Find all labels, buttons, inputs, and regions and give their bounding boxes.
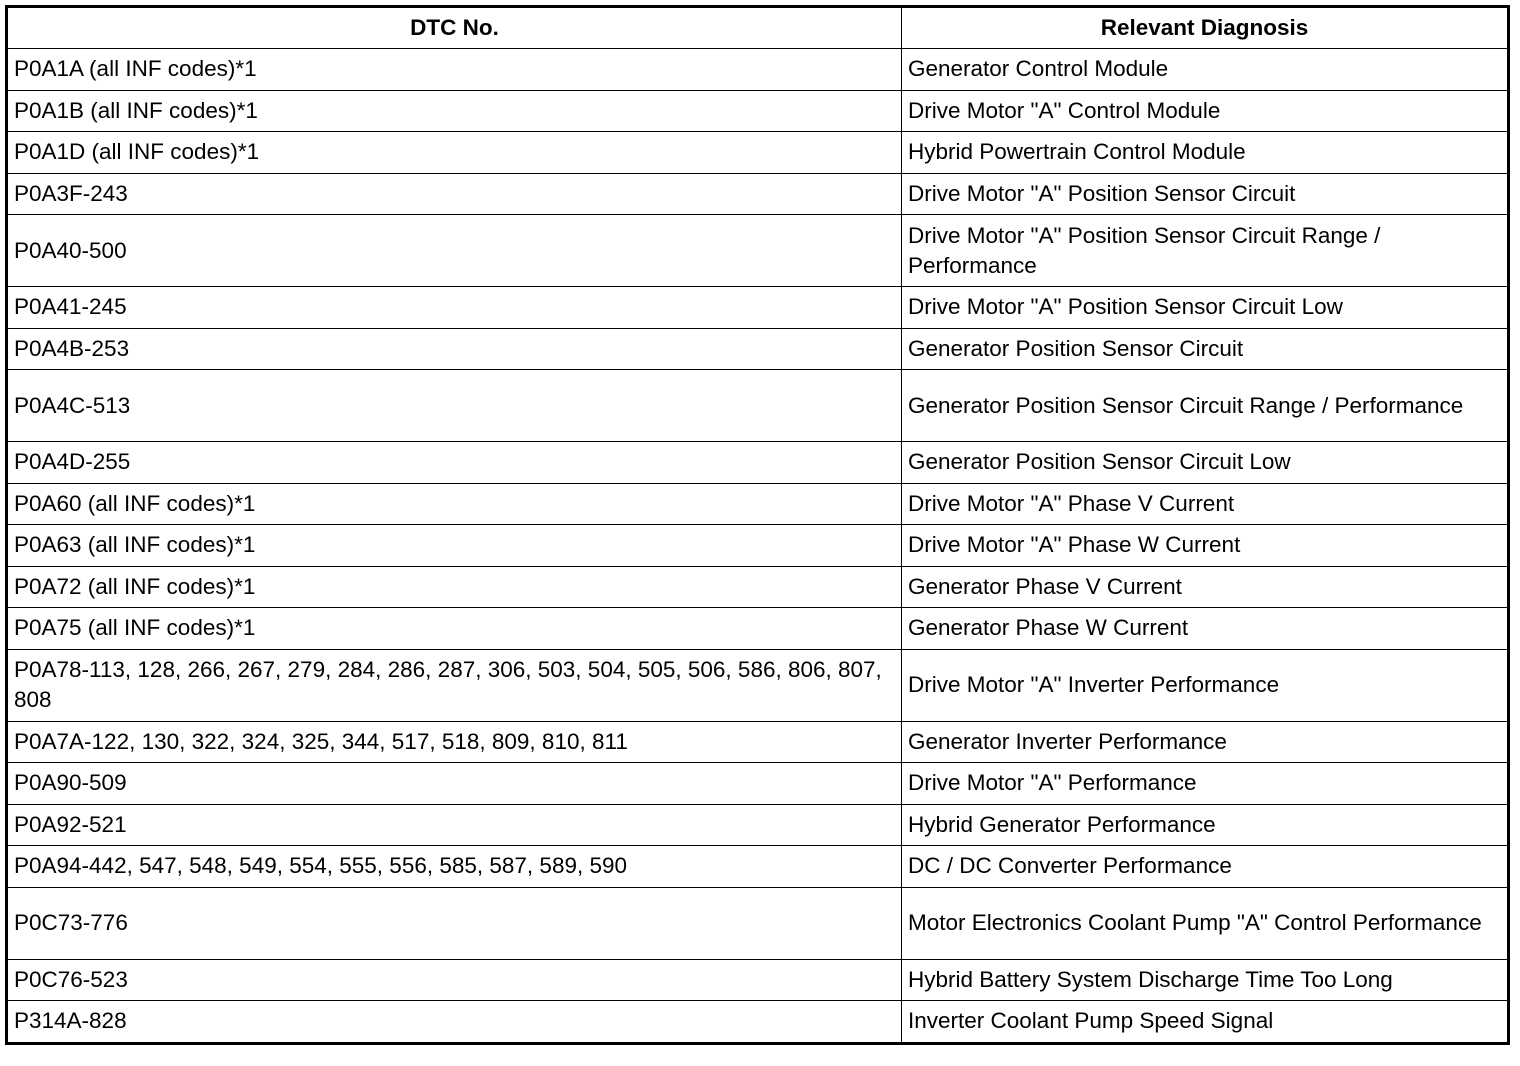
diagnosis-cell: Drive Motor "A" Position Sensor Circuit Range / Performance	[902, 215, 1509, 287]
diagnosis-cell: Drive Motor "A" Performance	[902, 763, 1509, 805]
diagnosis-cell: Generator Position Sensor Circuit	[902, 328, 1509, 370]
table-row	[7, 328, 1509, 370]
dtc-code-cell: P314A-828	[7, 1001, 902, 1044]
table-row	[7, 442, 1509, 484]
table-row	[7, 215, 1509, 287]
table-row	[7, 566, 1509, 608]
dtc-code-cell: P0A72 (all INF codes)*1	[7, 566, 902, 608]
dtc-code-cell: P0A4B-253	[7, 328, 902, 370]
diagnosis-cell: Generator Phase W Current	[902, 608, 1509, 650]
table-row	[7, 132, 1509, 174]
dtc-code-cell: P0A4C-513	[7, 370, 902, 442]
diagnosis-cell: Generator Position Sensor Circuit Low	[902, 442, 1509, 484]
dtc-code-cell: P0A92-521	[7, 804, 902, 846]
diagnosis-cell: Motor Electronics Coolant Pump "A" Control Performance	[902, 887, 1509, 959]
dtc-code-cell: P0A3F-243	[7, 173, 902, 215]
table-row	[7, 287, 1509, 329]
dtc-code-cell: P0A41-245	[7, 287, 902, 329]
table-row	[7, 721, 1509, 763]
table-row	[7, 173, 1509, 215]
diagnosis-cell: Drive Motor "A" Phase W Current	[902, 525, 1509, 567]
diagnosis-cell: Drive Motor "A" Phase V Current	[902, 483, 1509, 525]
diagnosis-cell: DC / DC Converter Performance	[902, 846, 1509, 888]
diagnosis-cell: Hybrid Generator Performance	[902, 804, 1509, 846]
dtc-code-cell: P0A63 (all INF codes)*1	[7, 525, 902, 567]
table-row	[7, 1001, 1509, 1044]
dtc-code-cell: P0A1B (all INF codes)*1	[7, 90, 902, 132]
diagnosis-cell: Drive Motor "A" Control Module	[902, 90, 1509, 132]
table-row	[7, 608, 1509, 650]
diagnosis-cell: Drive Motor "A" Position Sensor Circuit Low	[902, 287, 1509, 329]
dtc-table	[5, 5, 1510, 1045]
table-row	[7, 49, 1509, 91]
dtc-code-cell: P0A1A (all INF codes)*1	[7, 49, 902, 91]
dtc-code-cell: P0A94-442, 547, 548, 549, 554, 555, 556, 585, 587, 589, 590	[7, 846, 902, 888]
diagnosis-cell: Inverter Coolant Pump Speed Signal	[902, 1001, 1509, 1044]
table-row	[7, 846, 1509, 888]
diagnosis-cell: Generator Phase V Current	[902, 566, 1509, 608]
table-row	[7, 887, 1509, 959]
header-relevant-diagnosis: Relevant Diagnosis	[902, 7, 1509, 49]
dtc-code-cell: P0A78-113, 128, 266, 267, 279, 284, 286, 287, 306, 503, 504, 505, 506, 586, 806, 807, 808	[7, 649, 902, 721]
header-dtc-no: DTC No.	[7, 7, 902, 49]
dtc-code-cell: P0A7A-122, 130, 322, 324, 325, 344, 517, 518, 809, 810, 811	[7, 721, 902, 763]
table-row	[7, 649, 1509, 721]
table-body	[7, 49, 1509, 1044]
table-row	[7, 525, 1509, 567]
header-row	[7, 7, 1509, 49]
dtc-code-cell: P0C76-523	[7, 959, 902, 1001]
dtc-code-cell: P0A1D (all INF codes)*1	[7, 132, 902, 174]
dtc-code-cell: P0A4D-255	[7, 442, 902, 484]
diagnosis-cell: Drive Motor "A" Inverter Performance	[902, 649, 1509, 721]
dtc-code-cell: P0C73-776	[7, 887, 902, 959]
dtc-code-cell: P0A75 (all INF codes)*1	[7, 608, 902, 650]
diagnosis-cell: Hybrid Powertrain Control Module	[902, 132, 1509, 174]
dtc-code-cell: P0A90-509	[7, 763, 902, 805]
table-row	[7, 90, 1509, 132]
dtc-code-cell: P0A40-500	[7, 215, 902, 287]
table-row	[7, 804, 1509, 846]
dtc-code-cell: P0A60 (all INF codes)*1	[7, 483, 902, 525]
table-row	[7, 483, 1509, 525]
table-row	[7, 959, 1509, 1001]
diagnosis-cell: Generator Inverter Performance	[902, 721, 1509, 763]
diagnosis-cell: Generator Control Module	[902, 49, 1509, 91]
diagnosis-cell: Generator Position Sensor Circuit Range / Performance	[902, 370, 1509, 442]
diagnosis-cell: Hybrid Battery System Discharge Time Too Long	[902, 959, 1509, 1001]
table-row	[7, 763, 1509, 805]
table-row	[7, 370, 1509, 442]
diagnosis-cell: Drive Motor "A" Position Sensor Circuit	[902, 173, 1509, 215]
